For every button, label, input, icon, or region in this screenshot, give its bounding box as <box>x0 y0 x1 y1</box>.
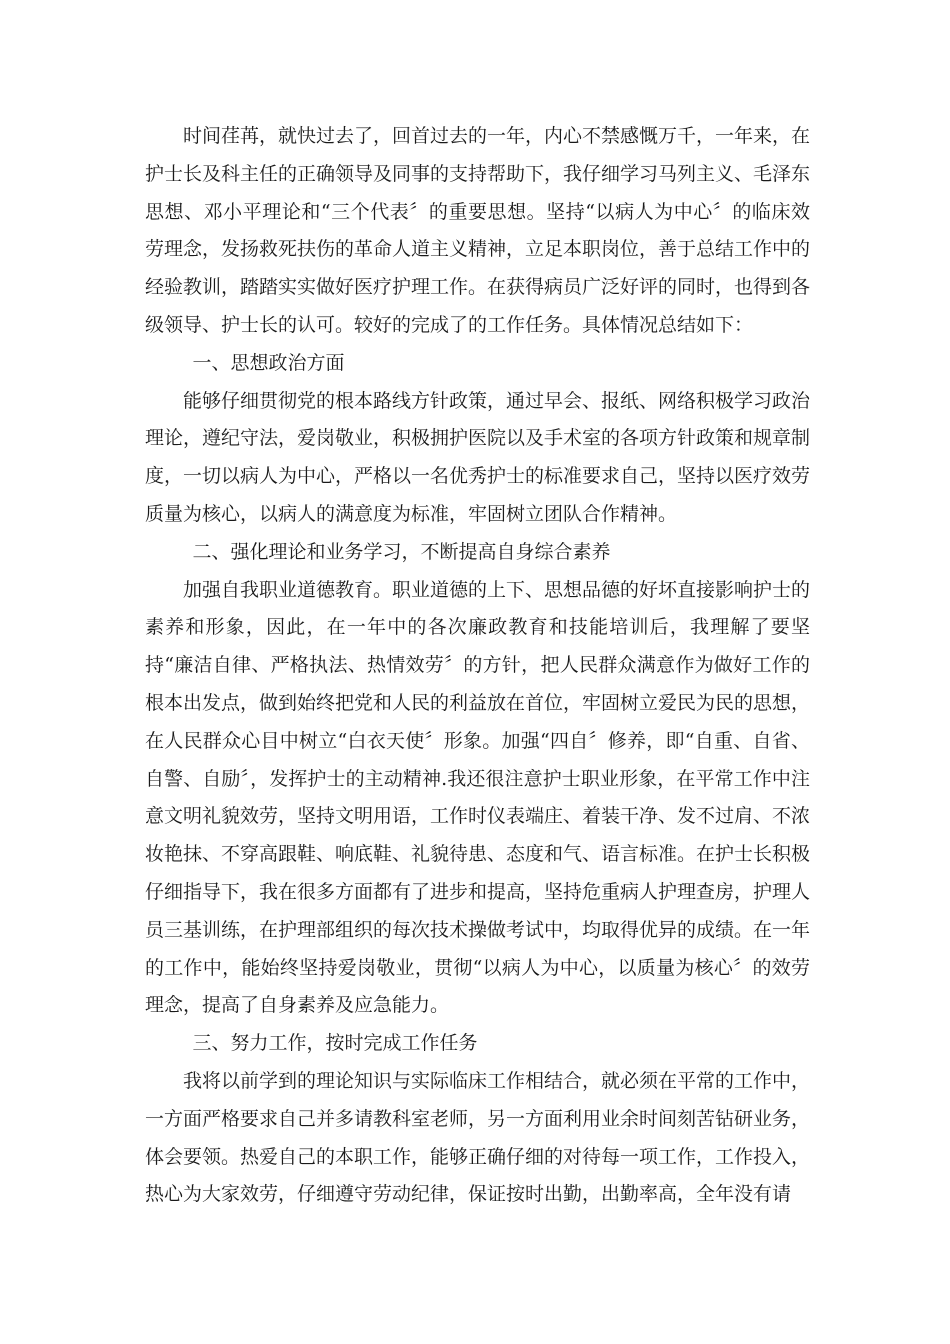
paragraph-study: 加强自我职业道德教育。职业道德的上下、思想品德的好坏直接影响护士的素养和形象，因此，在一年中的各次廉政教育和技能培训后，我理解了要坚持“廉洁自律、严格执法、热情效劳〞的方针，把人民群众满意作为做好工作的根本出发点，做到始终把党和人民的利益放在首位，牢固树立爱民为民的思想，在人民群众心目中树立“白衣天使〞形象。加强“四自〞修养，即“自重、自省、自警、自励〞，发挥护士的主动精神.我还很注意护士职业形象，在平常工作中注意文明礼貌效劳，坚持文明用语，工作时仪表端庄、着装干净、发不过肩、不浓妆艳抹、不穿高跟鞋、响底鞋、礼貌待患、态度和气、语言标准。在护士长积极仔细指导下，我在很多方面都有了进步和提高，坚持危重病人护理查房，护理人员三基训练，在护理部组织的每次技术操做考试中，均取得优异的成绩。在一年的工作中，能始终坚持爱岗敬业，贯彻“以病人为中心，以质量为核心〞的效劳理念，提高了自身素养及应急能力。 <box>145 578 811 1017</box>
section-heading-political: 一、思想政治方面 <box>192 351 345 374</box>
section-heading-work: 三、努力工作，按时完成工作任务 <box>192 1032 478 1055</box>
paragraph-political: 能够仔细贯彻党的根本路线方针政策，通过早会、报纸、网络积极学习政治理论，遵纪守法，爱岗敬业，积极拥护医院以及手术室的各项方针政策和规章制度，一切以病人为中心，严格以一名优秀护士的标准要求自己，坚持以医疗效劳质量为核心，以病人的满意度为标准，牢固树立团队合作精神。 <box>145 389 811 525</box>
document-body <box>145 118 810 1214</box>
paragraph-intro: 时间荏苒，就快过去了，回首过去的一年，内心不禁感慨万千，一年来，在护士长及科主任的正确领导及同事的支持帮助下，我仔细学习马列主义、毛泽东思想、邓小平理论和“三个代表〞的重要思想。坚持“以病人为中心〞的临床效劳理念，发扬救死扶伤的革命人道主义精神，立足本职岗位，善于总结工作中的经验教训，踏踏实实做好医疗护理工作。在获得病员广泛好评的同时，也得到各级领导、护士长的认可。较好的完成了的工作任务。具体情况总结如下： <box>145 125 811 336</box>
paragraph-work: 我将以前学到的理论知识与实际临床工作相结合，就必须在平常的工作中，一方面严格要求自己并多请教科室老师，另一方面利用业余时间刻苦钻研业务，体会要领。热爱自己的本职工作，能够正确仔细的对待每一项工作，工作投入，热心为大家效劳，仔细遵守劳动纪律，保证按时出勤，出勤率高，全年没有请 <box>145 1069 811 1206</box>
section-heading-study: 二、强化理论和业务学习，不断提高自身综合素养 <box>192 540 611 563</box>
